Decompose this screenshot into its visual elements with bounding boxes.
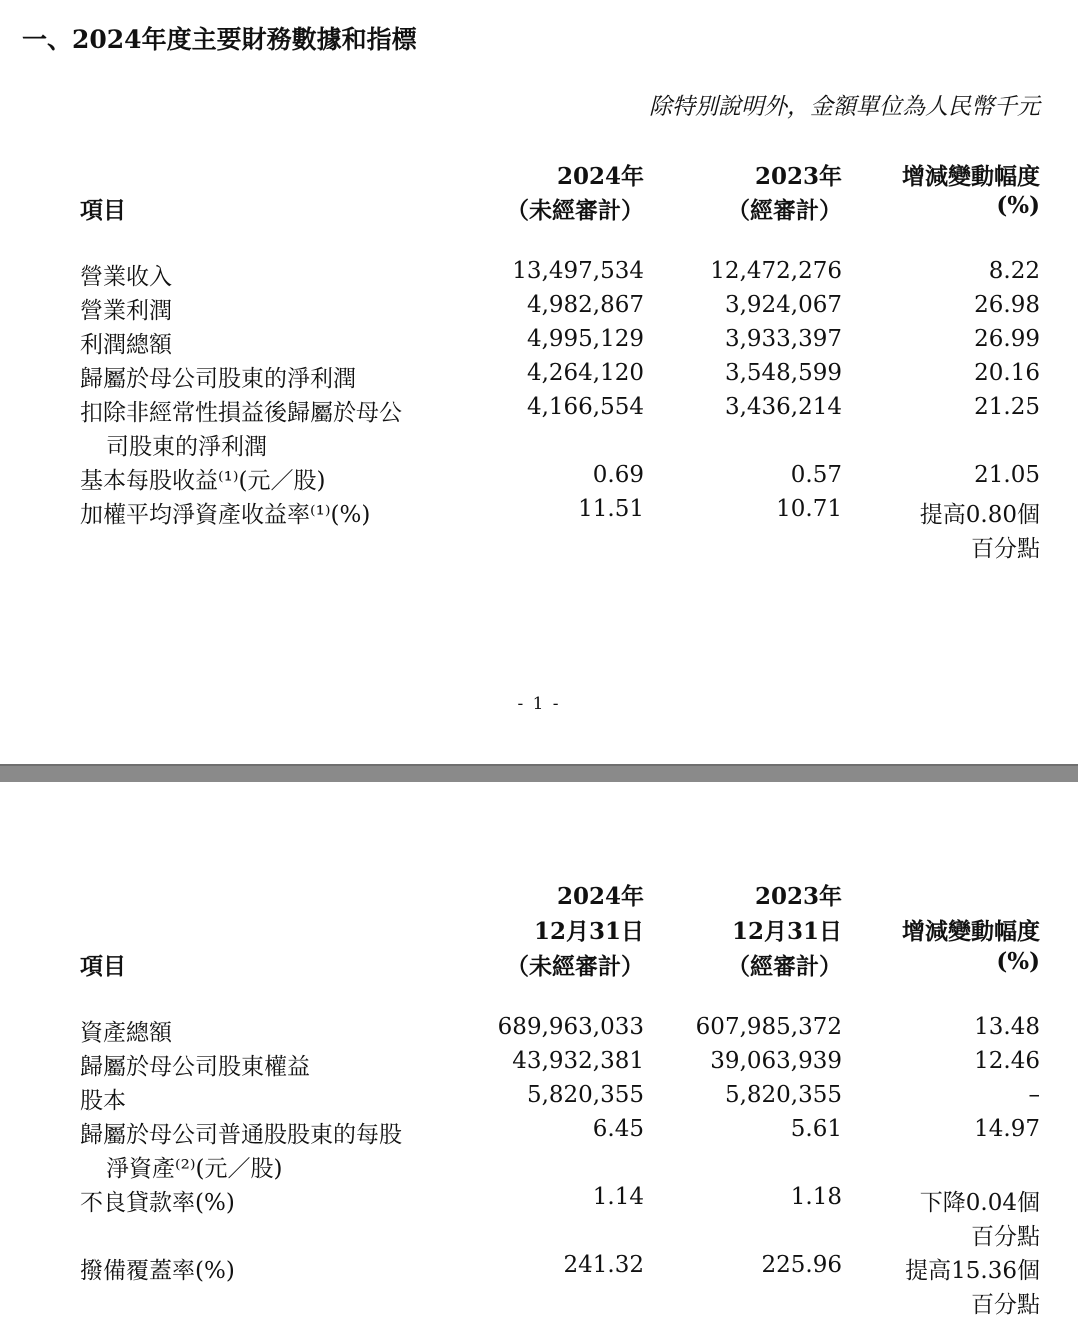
row-label: 撥備覆蓋率(%) [80,1258,235,1284]
change-value: 提高15.36個 [905,1258,1040,1284]
row-label-continued: 淨資產⁽²⁾(元／股) [106,1156,283,1182]
section-title: 一、2024年度主要財務數據和指標 [22,25,417,54]
unit-note: 除特別說明外，金額單位為人民幣千元 [649,94,1040,120]
value-2023: 607,985,372 [695,1014,842,1040]
value-2023: 39,063,939 [710,1048,842,1074]
value-2023: 5,820,355 [724,1082,842,1108]
change-value: 下降0.04個 [919,1190,1040,1216]
row-label: 營業收入 [80,264,172,290]
header-2023-year: 2023年 [754,163,842,190]
row-label: 歸屬於母公司普通股股東的每股 [80,1122,402,1148]
header-2023-date: 12月31日 [731,918,842,945]
row-label: 資產總額 [80,1020,172,1046]
change-value: 百分點 [971,536,1040,562]
value-2024: 4,995,129 [526,326,644,352]
change-value: 21.25 [974,394,1040,420]
value-2023: 5.61 [790,1116,842,1142]
change-value: 21.05 [974,462,1040,488]
header-2024-year: 2024年 [556,883,644,910]
row-label-continued: 司股東的淨利潤 [106,434,267,460]
page-number: - 1 - [517,694,561,714]
value-2024: 11.51 [578,496,644,522]
value-2024: 4,264,120 [526,360,644,386]
change-value: 百分點 [971,1224,1040,1250]
header-2023-audit: （經審計） [727,953,842,980]
value-2023: 1.18 [790,1184,842,1210]
value-2024: 1.14 [592,1184,644,1210]
change-value: 26.98 [974,292,1040,318]
value-2023: 10.71 [776,496,842,522]
value-2024: 4,982,867 [526,292,644,318]
header-2024-year: 2024年 [556,163,644,190]
row-label: 歸屬於母公司股東的淨利潤 [80,366,356,392]
header-item: 項目 [80,953,126,980]
change-value: 8.22 [988,258,1040,284]
header-2024-date: 12月31日 [533,918,644,945]
header-change-unit: (%) [996,948,1040,975]
header-2023-audit: （經審計） [727,197,842,224]
value-2023: 3,933,397 [724,326,842,352]
header-change-unit: (%) [996,192,1040,219]
value-2023: 0.57 [790,462,842,488]
value-2023: 225.96 [761,1252,842,1278]
row-label: 營業利潤 [80,298,172,324]
row-label: 歸屬於母公司股東權益 [80,1054,310,1080]
row-label: 不良貸款率(%) [80,1190,235,1216]
header-change: 增減變動幅度 [902,918,1040,945]
value-2023: 3,924,067 [724,292,842,318]
change-value: – [1028,1082,1040,1108]
value-2023: 12,472,276 [710,258,842,284]
change-value: 提高0.80個 [919,502,1040,528]
page-2 [0,782,1078,1330]
value-2024: 43,932,381 [512,1048,644,1074]
change-value: 13.48 [974,1014,1040,1040]
header-change: 增減變動幅度 [902,163,1040,190]
change-value: 26.99 [974,326,1040,352]
value-2023: 3,548,599 [724,360,842,386]
row-label: 加權平均淨資產收益率⁽¹⁾(%) [80,502,371,528]
value-2024: 241.32 [563,1252,644,1278]
value-2024: 689,963,033 [497,1014,644,1040]
value-2024: 0.69 [592,462,644,488]
value-2024: 6.45 [592,1116,644,1142]
row-label: 股本 [80,1088,126,1114]
header-2023-year: 2023年 [754,883,842,910]
row-label: 基本每股收益⁽¹⁾(元／股) [80,468,326,494]
change-value: 百分點 [971,1292,1040,1318]
change-value: 14.97 [974,1116,1040,1142]
change-value: 12.46 [974,1048,1040,1074]
row-label: 利潤總額 [80,332,172,358]
page-divider [0,764,1078,782]
value-2023: 3,436,214 [724,394,842,420]
header-2024-audit: （未經審計） [506,953,644,980]
header-2024-audit: （未經審計） [506,197,644,224]
header-item: 項目 [80,197,126,224]
value-2024: 4,166,554 [526,394,644,420]
change-value: 20.16 [974,360,1040,386]
value-2024: 5,820,355 [526,1082,644,1108]
row-label: 扣除非經常性損益後歸屬於母公 [80,400,402,426]
value-2024: 13,497,534 [512,258,644,284]
